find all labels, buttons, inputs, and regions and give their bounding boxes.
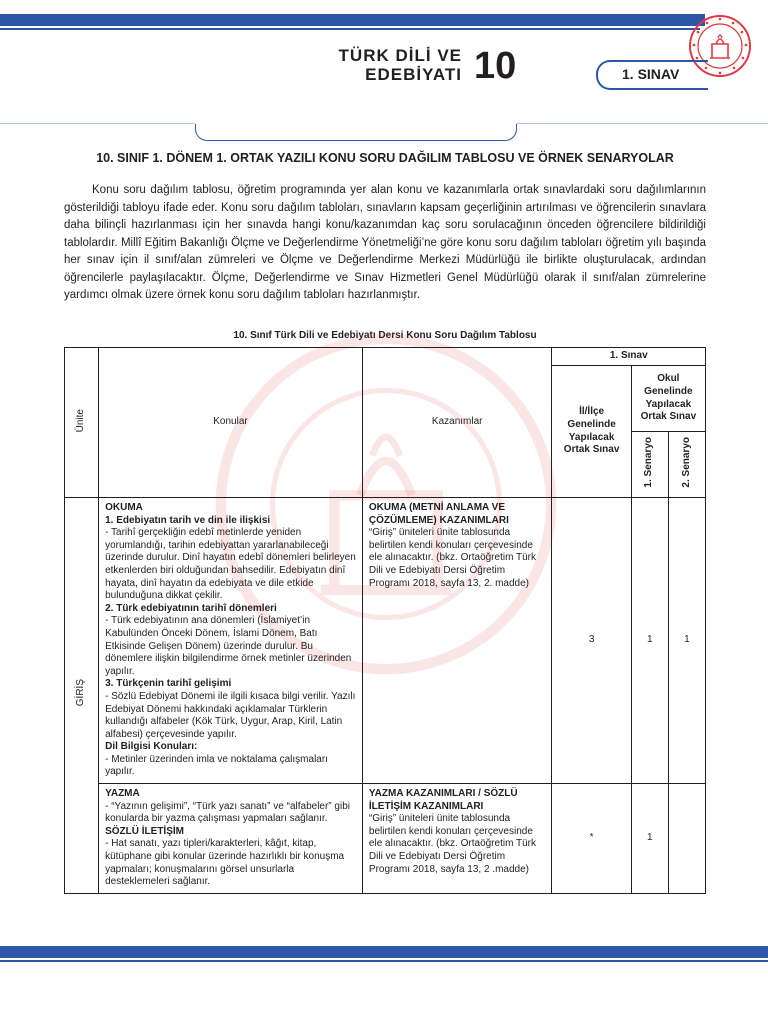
topics-cell: YAZMA - “Yazının gelişimi”, “Türk yazı sanatı” ve “alfabeler” gibi konularda bir yazma çalışması yapmaları sağlanır. SÖZLÜ İLETİŞİM - Hat sanatı, yazı tipleri/karakterleri, kâğıt, kitap, kütüphane gibi konular üzerinde hazırlıklı bir konuşma yapmaları; konuşmalarını görsel unsurlarla desteklemeleri sağlanır.	[99, 784, 363, 894]
header-stripe-thin	[0, 28, 700, 30]
course-title-line2: EDEBİYATI	[365, 65, 462, 84]
grade-number: 10	[474, 45, 517, 87]
exam-tab-label: 1. SINAV	[622, 66, 680, 82]
table-row	[65, 784, 706, 894]
scenario1-header: 1. Senaryo	[631, 432, 668, 498]
unit-header: Ünite	[65, 348, 99, 498]
document-title: 10. SINIF 1. DÖNEM 1. ORTAK YAZILI KONU SORU DAĞILIM TABLOSU VE ÖRNEK SENARYOLAR	[96, 151, 674, 165]
provincial-count-cell: 3	[552, 498, 631, 784]
exam-header: 1. Sınav	[552, 348, 706, 366]
scenario2-header: 2. Senaryo	[668, 432, 705, 498]
footer-stripe	[0, 946, 768, 958]
outcomes-cell: YAZMA KAZANIMLARI / SÖZLÜ İLETİŞİM KAZANIMLARI “Giriş” üniteleri ünite tablosunda belirtilen kendi konuları çerçevesinde ele alınacaktır. (bkz. Ortaöğretim Türk Dili ve Edebiyatı Dersi Öğretim Programı 2018, sayfa 13, 2 .madde)	[362, 784, 552, 894]
table-row	[65, 498, 706, 784]
outcomes-cell: OKUMA (METNİ ANLAMA VE ÇÖZÜMLEME) KAZANIMLARI “Giriş” üniteleri ünite tablosunda belirtilen kendi konuları çerçevesinde ele alınacaktır. (bkz. Ortaöğretim Türk Dili ve Edebiyatı Dersi Öğretim Programı 2018, sayfa 13, 2. madde)	[362, 498, 552, 784]
scenario2-count-cell: 1	[668, 498, 705, 784]
provincial-count-cell: *	[552, 784, 631, 894]
topics-header: Konular	[99, 348, 363, 498]
course-title	[316, 46, 462, 84]
header-rule-left	[0, 123, 195, 124]
outcomes-header: Kazanımlar	[362, 348, 552, 498]
scenario1-count-cell: 1	[631, 498, 668, 784]
topics-cell: OKUMA 1. Edebiyatın tarih ve din ile ilişkisi - Tarihî gerçekliğin edebî metinlerde yeniden yorumlandığı, tarihin edebiyattan yararlanabileceği üzerinde durulur. Dinî hayatın edebî dönemleri belirleyen etkenlerden biri olduğundan bahsedilir. Edebiyatın dinî hayata, dinî hayatın da edebiyata ve dile etkide bulunduğuna dikkat çekilir. 2. Türk edebiyatının tarihî dönemleri - Türk edebiyatının ana dönemleri (İslamiyet’in Kabulünden Önceki Dönem, İslami Dönem, Batı Etkisinde Gelişen Dönem) üzerinde durulur. Bu dönemlere ilişkin bilgilendirme örnek metinler üzerinden yapılır. 3. Türkçenin tarihî gelişimi - Sözlü Edebiyat Dönemi ile ilgili kısaca bilgi verilir. Yazılı Edebiyat Dönemi hakkındaki açıklamalar Türklerin kullandığı alfabeler (Kök Türk, Uygur, Arap, Kiril, Latin alfabesi) çerçevesinde yapılır. Dil Bilgisi Konuları: - Metinler üzerinden imla ve noktalama çalışmaları yapılır.	[99, 498, 363, 784]
provincial-header: İl/İlçe Genelinde Yapılacak Ortak Sınav	[552, 366, 631, 498]
header-stripe	[0, 14, 705, 26]
scenario1-count-cell: 1	[631, 784, 668, 894]
unit-name: GİRİŞ	[75, 679, 87, 707]
header-rule-right	[516, 123, 768, 124]
header-bracket	[195, 124, 517, 141]
unit-cell	[65, 498, 99, 894]
distribution-table	[64, 347, 706, 894]
scenario2-count-cell	[668, 784, 705, 894]
course-title-line1: TÜRK DİLİ VE	[338, 46, 462, 65]
intro-paragraph: Konu soru dağılım tablosu, öğretim programında yer alan konu ve kazanımlarla ortak sınavlardaki soru dağılımlarının gösterildiği tabloyu ifade eder. Konu soru dağılım tabloları, sınavların kapsam geçerliğinin artırılması ve öğrencilerin sınavlara daha bilinçli hazırlanması için her sınavda hangi konu/kazanımdan kaç soru sorulacağının önceden öğrencilere bildirildiği tablolardır. Millî Eğitim Bakanlığı Ölçme ve Değerlendirme Yönetmeliği’ne göre konu soru dağılım tabloları öğretim yılı başında her sınav için il sınıf/alan zümreleri ve Ölçme ve Değerlendirme Merkezi Müdürlüğü ile birlikte oluşturulacak, ardından öğrencilerle paylaşılacaktır. Ölçme, Değerlendirme ve Sınav Hizmetleri Genel Müdürlüğü olarak il sınıf/alan zümrelerine yardımcı olmak üzere örnek konu soru dağılım tabloları hazırlanmıştır.	[64, 184, 706, 301]
school-header: Okul Genelinde Yapılacak Ortak Sınav	[631, 366, 705, 432]
table-caption: 10. Sınıf Türk Dili ve Edebiyatı Dersi Konu Soru Dağılım Tablosu	[233, 330, 537, 341]
footer-stripe-thin	[0, 960, 768, 962]
